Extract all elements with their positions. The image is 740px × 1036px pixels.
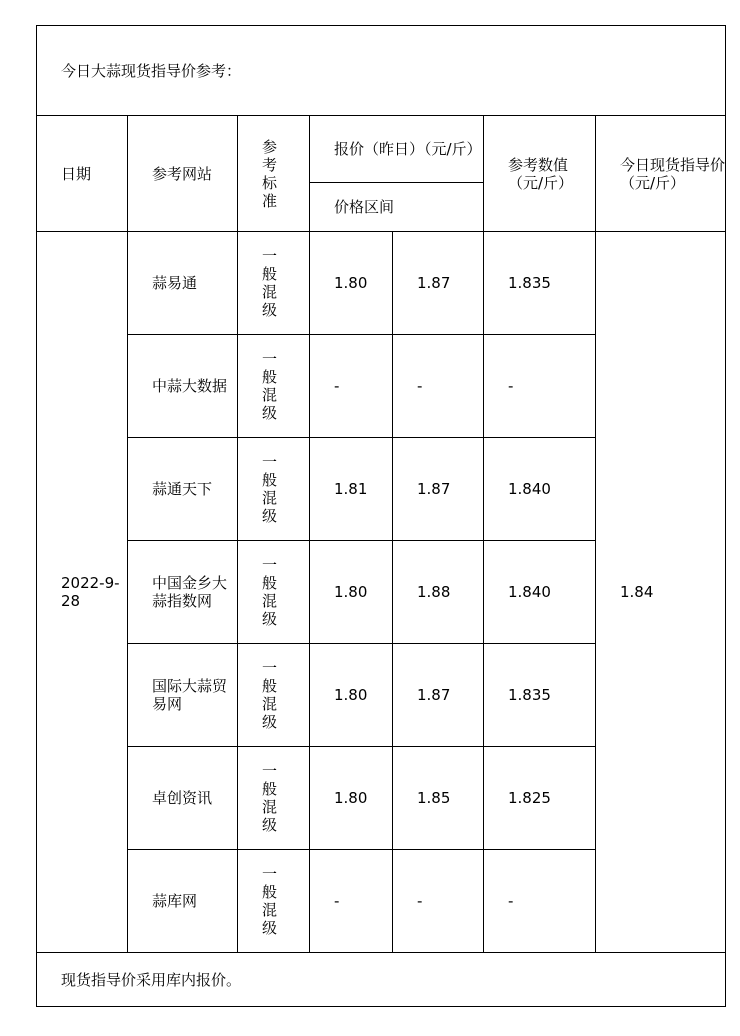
standard-cell [238,541,310,644]
header-price-range: 价格区间 [310,183,484,232]
ref-value-cell: 1.825 [484,747,596,850]
header-ref-value: 参考数值（元/斤） [484,116,596,232]
ref-value-cell: - [484,850,596,953]
date-cell: 2022-9-28 [37,232,128,953]
site-cell: 国际大蒜贸易网 [128,644,238,747]
standard-text: 一般混级 [262,350,278,422]
standard-text: 一般混级 [262,659,278,731]
price-low-cell: - [310,335,393,438]
price-high-cell: 1.87 [393,438,484,541]
standard-cell [238,232,310,335]
ref-value-cell: 1.835 [484,644,596,747]
ref-value-cell: 1.835 [484,232,596,335]
price-low-cell: 1.80 [310,644,393,747]
site-cell: 中国金乡大蒜指数网 [128,541,238,644]
table-row [37,232,726,335]
site-cell: 蒜通天下 [128,438,238,541]
header-standard [238,116,310,232]
price-low-cell: 1.80 [310,541,393,644]
price-high-cell: 1.87 [393,644,484,747]
price-high-cell: 1.87 [393,232,484,335]
price-low-cell: - [310,850,393,953]
price-low-cell: 1.80 [310,232,393,335]
price-high-cell: 1.88 [393,541,484,644]
site-cell: 蒜易通 [128,232,238,335]
standard-text: 一般混级 [262,556,278,628]
guide-price-cell: 1.84 [596,232,726,953]
header-standard-text: 参考标准 [262,137,278,210]
standard-text: 一般混级 [262,247,278,319]
intro-text: 今日大蒜现货指导价参考： [37,26,726,116]
site-cell: 蒜库网 [128,850,238,953]
standard-text: 一般混级 [262,762,278,834]
price-high-cell: - [393,850,484,953]
standard-text: 一般混级 [262,865,278,937]
footnote: 现货指导价采用库内报价。 [37,953,726,1007]
header-site: 参考网站 [128,116,238,232]
standard-cell [238,747,310,850]
header-quote: 报价（昨日）（元/斤） [310,116,484,183]
garlic-price-table [36,25,726,1007]
price-low-cell: 1.81 [310,438,393,541]
ref-value-cell: 1.840 [484,541,596,644]
standard-cell [238,335,310,438]
site-cell: 中蒜大数据 [128,335,238,438]
header-guide-price: 今日现货指导价（元/斤） [596,116,726,232]
ref-value-cell: - [484,335,596,438]
site-cell: 卓创资讯 [128,747,238,850]
standard-text: 一般混级 [262,453,278,525]
price-high-cell: - [393,335,484,438]
standard-cell [238,438,310,541]
price-high-cell: 1.85 [393,747,484,850]
price-low-cell: 1.80 [310,747,393,850]
standard-cell [238,644,310,747]
ref-value-cell: 1.840 [484,438,596,541]
header-date: 日期 [37,116,128,232]
standard-cell [238,850,310,953]
